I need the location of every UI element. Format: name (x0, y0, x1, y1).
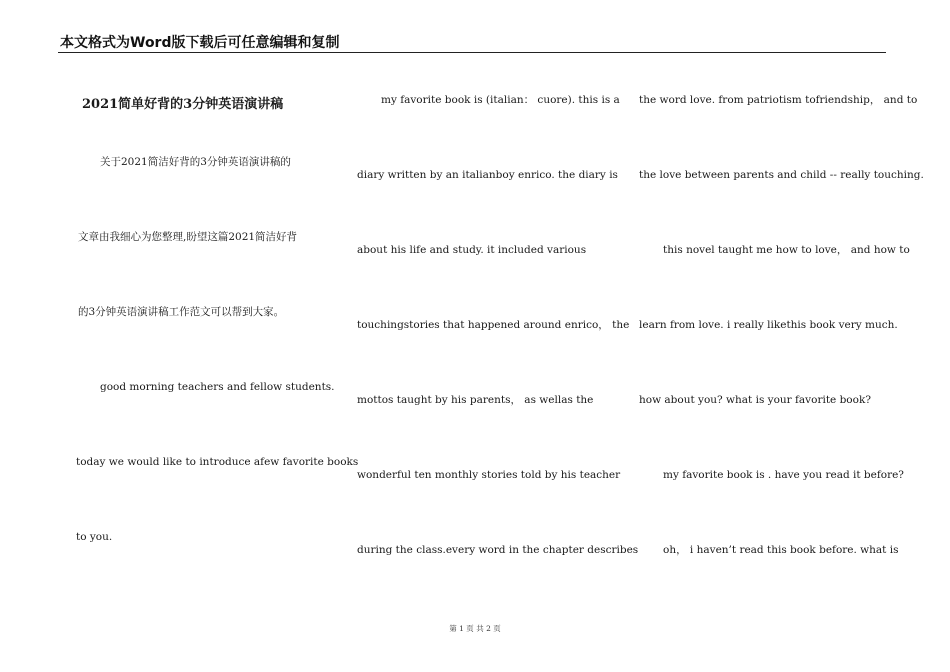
col3-line-6: my favorite book is . have you read it before? (663, 469, 904, 481)
col1-line-5: today we would like to introduce afew favorite books (76, 456, 359, 468)
col1-line-2: 文章由我细心为您整理,盼望这篇2021简洁好背 (78, 231, 298, 243)
col2-line-1: my favorite book is (italian： cuore). this is a (381, 94, 620, 106)
col3-line-2: the love between parents and child -- really touching. (639, 169, 924, 181)
header-divider (58, 52, 886, 53)
col1-line-3: 的3分钟英语演讲稿工作范文可以帮到大家。 (78, 306, 285, 318)
document-header: 本文格式为Word版下载后可任意编辑和复制 (60, 35, 340, 51)
col2-line-2: diary written by an italianboy enrico. the diary is (357, 169, 618, 181)
col1-line-1: 关于2021简洁好背的3分钟英语演讲稿的 (100, 156, 291, 168)
col1-line-6: to you. (76, 531, 113, 543)
col3-line-4: learn from love. i really likethis book very much. (639, 319, 898, 331)
document-title: 2021简单好背的3分钟英语演讲稿 (82, 97, 284, 112)
col3-line-7: oh， i haven’t read this book before. what is (663, 544, 899, 556)
col1-line-4: good morning teachers and fellow students. (100, 381, 335, 393)
col3-line-1: the word love. from patriotism tofriendship， and to (639, 94, 918, 106)
page-number-footer: 第 1 页 共 2 页 (449, 624, 501, 633)
col2-line-3: about his life and study. it included various (357, 244, 587, 256)
col3-line-3: this novel taught me how to love， and how to (663, 244, 910, 256)
col2-line-4: touchingstories that happened around enrico， the (357, 319, 630, 331)
col2-line-6: wonderful ten monthly stories told by his teacher (357, 469, 621, 481)
col3-line-5: how about you? what is your favorite book? (639, 394, 871, 406)
col2-line-7: during the class.every word in the chapter describes (357, 544, 639, 556)
col2-line-5: mottos taught by his parents， as wellas the (357, 394, 594, 406)
